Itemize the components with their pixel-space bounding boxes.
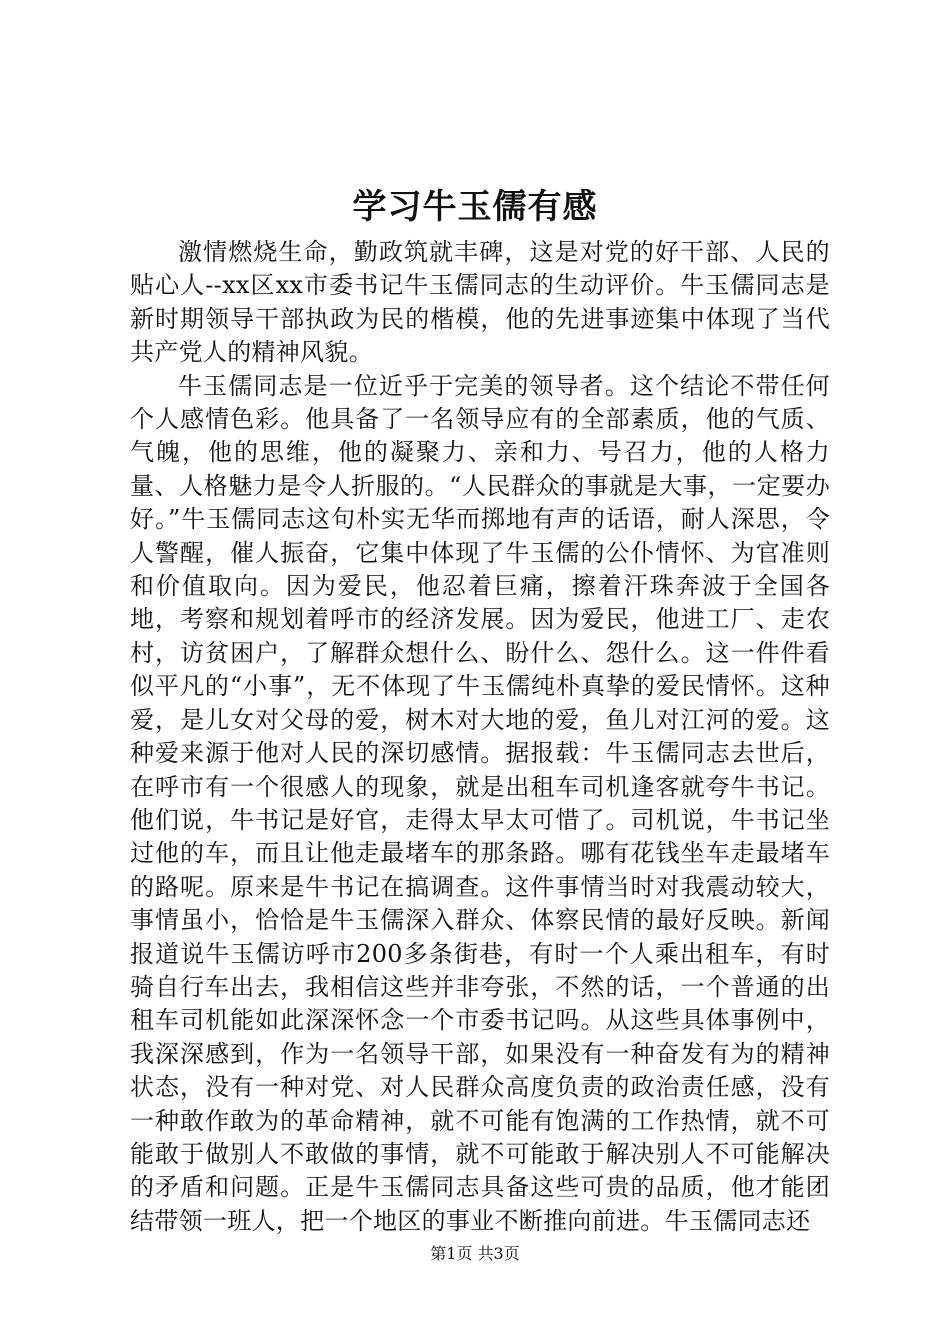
page-footer: 第1页 共3页 [430, 1244, 520, 1263]
paragraph-1: 激情燃烧生命，勤政筑就丰碑，这是对党的好干部、人民的贴心人--xx区xx市委书记牛玉儒同志的生动评价。牛玉儒同志是新时期领导干部执政为民的楷模，他的先进事迹集中体现了当代共产党人的精神风貌。 [130, 238, 830, 367]
document-title: 学习牛玉儒有感 [352, 187, 598, 227]
document-body [130, 236, 830, 1238]
paragraph-2: 牛玉儒同志是一位近乎于完美的领导者。这个结论不带任何个人感情色彩。他具备了一名领导应有的全部素质，他的气质、气魄，他的思维，他的凝聚力、亲和力、号召力，他的人格力量、人格魅力是令人折服的。“人民群众的事就是大事，一定要办好。”牛玉儒同志这句朴实无华而掷地有声的话语，耐人深思，令人警醒，催人振奋，它集中体现了牛玉儒的公仆情怀、为官准则和价值取向。因为爱民，他忍着巨痛，擦着汗珠奔波于全国各地，考察和规划着呼市的经济发展。因为爱民，他进工厂、走农村，访贫困户，了解群众想什么、盼什么、怨什么。这一件件看似平凡的“小事”，无不体现了牛玉儒纯朴真挚的爱民情怀。这种爱，是儿女对父母的爱，树木对大地的爱，鱼儿对江河的爱。这种爱来源于他对人民的深切感情。据报载：牛玉儒同志去世后，在呼市有一个很感人的现象，就是出租车司机逢客就夸牛书记。他们说，牛书记是好官，走得太早太可惜了。司机说，牛书记坐过他的车，而且让他走最堵车的那条路。哪有花钱坐车走最堵车的路呢。原来是牛书记在搞调查。这件事情当时对我震动较大，事情虽小，恰恰是牛玉儒深入群众、体察民情的最好反映。新闻报道说牛玉儒访呼市200多条街巷，有时一个人乘出租车，有时骑自行车出去，我相信这些并非夸张，不然的话，一个普通的出租车司机能如此深深怀念一个市委书记吗。从这些具体事例中，我深深感到，作为一名领导干部，如果没有一种奋发有为的精神状态，没有一种对党、对人民群众高度负责的政治责任感，没有一种敢作敢为的革命精神，就不可能有饱满的工作热情，就不可能敢于做别人不敢做的事情，就不可能敢于解决别人不可能解决的矛盾和问题。正是牛玉儒同志具备这些可贵的品质，他才能团结带领一班人，把一个地区的事业不断推向前进。牛玉儒同志还 [130, 371, 830, 1235]
